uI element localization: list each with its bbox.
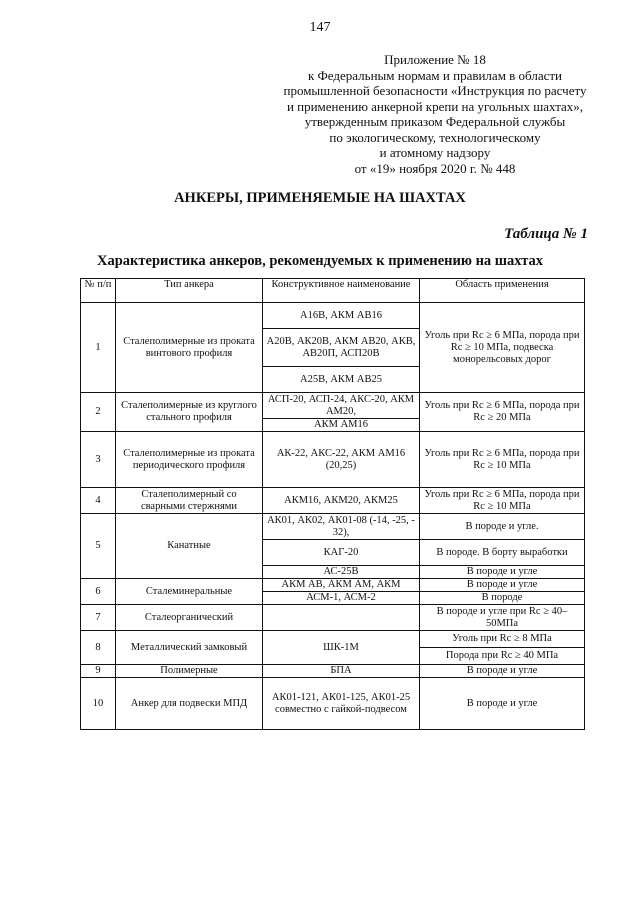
table-row (81, 678, 585, 730)
row-number: 6 (81, 579, 116, 605)
row-number: 9 (81, 665, 116, 678)
row-name: А25В, АКМ АВ25 (263, 367, 420, 393)
table-row (81, 432, 585, 488)
row-name (263, 605, 420, 631)
document-title: АНКЕРЫ, ПРИМЕНЯЕМЫЕ НА ШАХТАХ (174, 190, 466, 206)
row-name: АК01-121, АК01-125, АК01-25 совместно с гайкой-подвесом (263, 678, 420, 730)
row-name: А16В, АКМ АВ16 (263, 303, 420, 329)
row-number: 1 (81, 303, 116, 393)
table-header-row (81, 279, 585, 303)
table-row (81, 665, 585, 678)
table-row (81, 393, 585, 419)
row-type: Сталеминеральные (116, 579, 263, 605)
row-type: Сталеполимерные из проката периодического профиля (116, 432, 263, 488)
header-name: Конструктивное наименование (263, 279, 420, 303)
row-area: Уголь при Rc ≥ 8 МПа (420, 631, 585, 648)
row-area: В породе и угле при Rc ≥ 40–50МПа (420, 605, 585, 631)
row-name: АК01, АК02, АК01-08 (-14, -25, - 32), (263, 514, 420, 540)
row-area: В породе и угле (420, 579, 585, 592)
row-area: Уголь при Rc ≥ 6 МПа, порода при Rc ≥ 10 МПа (420, 488, 585, 514)
row-name: БПА (263, 665, 420, 678)
appendix-line: утвержденным приказом Федеральной службы (304, 114, 566, 129)
appendix-line: промышленной безопасности «Инструкция по расчету (283, 83, 587, 98)
row-name: КАГ-20 (263, 540, 420, 566)
row-number: 4 (81, 488, 116, 514)
table-number: Таблица № 1 (504, 226, 588, 242)
table-row (81, 605, 585, 631)
row-number: 5 (81, 514, 116, 579)
row-type: Сталеполимерные из проката винтового профиля (116, 303, 263, 393)
anchors-table (80, 278, 585, 730)
header-area: Область применения (420, 279, 585, 303)
row-type: Полимерные (116, 665, 263, 678)
page-number: 147 (309, 20, 331, 35)
appendix-line: и применению анкерной крепи на угольных шахтах», (286, 98, 584, 114)
header-type: Тип анкера (116, 279, 263, 303)
row-name: АКМ АВ, АКМ АМ, АКМ (263, 579, 420, 592)
row-number: 3 (81, 432, 116, 488)
appendix-header (280, 52, 590, 176)
row-type: Канатные (116, 514, 263, 579)
row-type: Металлический замковый (116, 631, 263, 665)
row-type: Анкер для подвески МПД (116, 678, 263, 730)
row-name: АК-22, АКС-22, АКМ АМ16 (20,25) (263, 432, 420, 488)
appendix-line: и атомному надзору (379, 145, 491, 160)
row-name: ШК-1М (263, 631, 420, 665)
row-number: 2 (81, 393, 116, 432)
table-row (81, 579, 585, 592)
table-row (81, 303, 585, 329)
appendix-line: Приложение № 18 (384, 52, 486, 67)
row-number: 7 (81, 605, 116, 631)
table-caption: Характеристика анкеров, рекомендуемых к применению на шахтах (97, 253, 543, 269)
row-name: А20В, АК20В, АКМ АВ20, АКВ, АВ20П, АСП20В (263, 329, 420, 367)
row-area: Порода при Rc ≥ 40 МПа (420, 648, 585, 665)
table-row (81, 631, 585, 648)
table-row (81, 488, 585, 514)
row-area: В породе и угле (420, 678, 585, 730)
row-area: В породе (420, 592, 585, 605)
row-area: В породе. В борту выработки (420, 540, 585, 566)
row-name: АСП-20, АСП-24, АКС-20, АКМ АМ20, (263, 393, 420, 419)
row-area: В породе и угле. (420, 514, 585, 540)
row-name: АКМ16, АКМ20, АКМ25 (263, 488, 420, 514)
row-name: АКМ АМ16 (263, 419, 420, 432)
row-area: В породе и угле (420, 665, 585, 678)
appendix-line: от «19» ноября 2020 г. № 448 (354, 160, 516, 176)
row-number: 8 (81, 631, 116, 665)
table-row (81, 514, 585, 540)
row-type: Сталеорганический (116, 605, 263, 631)
row-name: АС-25В (263, 566, 420, 579)
row-type: Сталеполимерные из круглого стального профиля (116, 393, 263, 432)
row-name: АСМ-1, АСМ-2 (263, 592, 420, 605)
row-number: 10 (81, 678, 116, 730)
appendix-line: к Федеральным нормам и правилам в области (307, 67, 563, 83)
row-type: Сталеполимерный со сварными стержнями (116, 488, 263, 514)
row-area: В породе и угле (420, 566, 585, 579)
row-area: Уголь при Rc ≥ 6 МПа, порода при Rc ≥ 20 МПа (420, 393, 585, 432)
row-area: Уголь при Rc ≥ 6 МПа, порода при Rc ≥ 10 МПа, подвеска монорельсовых дорог (420, 303, 585, 393)
row-area: Уголь при Rc ≥ 6 МПа, порода при Rc ≥ 10 МПа (420, 432, 585, 488)
appendix-line: по экологическому, технологическому (329, 129, 541, 145)
header-number: № п/п (81, 279, 116, 303)
